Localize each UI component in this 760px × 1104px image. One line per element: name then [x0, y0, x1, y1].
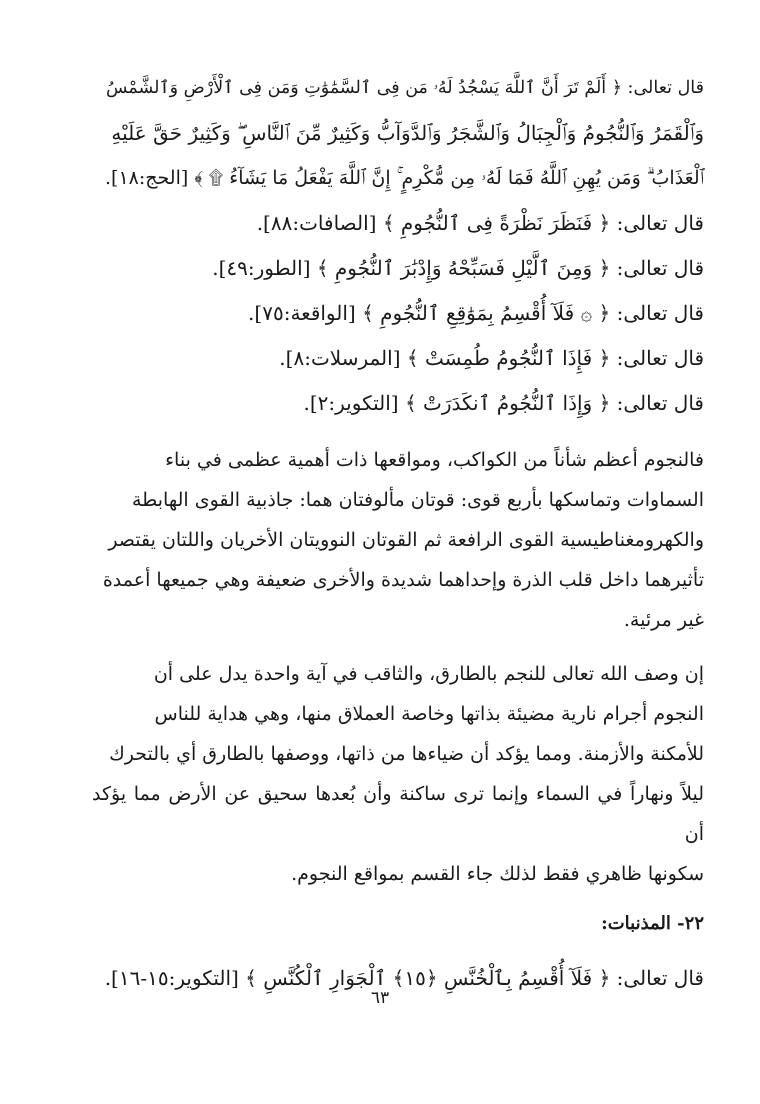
verse-khunnas: قال تعالى: ﴿ فَلَآ أُقْسِمُ بِٱلْخُنَّسِ ﴿١٥﴾ ٱلْجَوَارِ ٱلْكُنَّسِ ﴾ [التكوير:١٥-١٦]. [104, 966, 704, 990]
paragraph-line: إن وصف الله تعالى للنجم بالطارق، والثاقب في آية واحدة يدل على أن [153, 663, 704, 685]
verse-block-hajj [92, 66, 704, 201]
verse-line: قال تعالى: ﴿ أَلَمْ تَرَ أَنَّ ٱللَّهَ يَسْجُدُ لَهُۥ مَن فِى ٱلسَّمَٰوَٰتِ وَمَن فِى ٱلْأَرْضِ وَٱلشَّمْسُ [106, 78, 704, 98]
paragraph-line: سكونها ظاهري فقط لذلك جاء القسم بمواقع النجوم. [291, 863, 704, 885]
verse-mursalat: قال تعالى: ﴿ فَإِذَا ٱلنُّجُومُ طُمِسَتْ ﴾ [المرسلات:٨]. [279, 346, 704, 370]
verse-waqiah: قال تعالى: ﴿ ۞ فَلَآ أُقْسِمُ بِمَوَٰقِعِ ٱلنُّجُومِ ﴾ [الواقعة:٧٥]. [248, 301, 704, 325]
paragraph-line: للأمكنة والأزمنة. ومما يؤكد أن ضياءها من ذاتها، ووصفها بالطارق أي بالتحرك [109, 743, 704, 765]
paragraph-line: فالنجوم أعظم شأناً من الكواكب، ومواقعها ذات أهمية عظمى في بناء [165, 449, 704, 471]
paragraph-tariq [92, 654, 704, 894]
paragraph-line: تأثيرهما داخل قلب الذرة وإحداهما شديدة والأخرى ضعيفة وهي جميعها أعمدة [102, 569, 704, 591]
paragraph-line: غير مرئية. [623, 609, 704, 631]
paragraph-line: والكهرومغناطيسية القوى الرافعة ثم القوتان النوويتان الأخريان واللتان يقتصر [108, 529, 704, 551]
paragraph-line: السماوات وتماسكها بأربع قوى: قوتان مألوفتان هما: جاذبية القوى الهابطة [131, 489, 704, 511]
page-body [92, 66, 704, 1001]
section-heading: ٢٢- المذنبات: [601, 913, 704, 934]
verse-saffat: قال تعالى: ﴿ فَنَظَرَ نَظْرَةً فِى ٱلنُّجُومِ ﴾ [الصافات:٨٨]. [256, 211, 704, 235]
page-number: ٦٣ [370, 988, 390, 1008]
verse-line: ٱلْعَذَابُ ۗ وَمَن يُهِنِ ٱللَّهُ فَمَا لَهُۥ مِن مُّكْرِمٍ ۚ إِنَّ ٱللَّهَ يَفْعَلُ مَا يَشَآءُ ۩ ﴾ [الحج:١٨]. [105, 167, 704, 189]
paragraph-line: النجوم أجرام نارية مضيئة بذاتها وخاصة العملاق منها، وهي هداية للناس [154, 703, 704, 725]
paragraph-stars [92, 440, 704, 640]
verse-takwir: قال تعالى: ﴿ وَإِذَا ٱلنُّجُومُ ٱنكَدَرَتْ ﴾ [التكوير:٢]. [303, 391, 704, 415]
paragraph-line: ليلاً ونهاراً في السماء وإنما ترى ساكنة وأن بُعدها سحيق عن الأرض مما يؤكد أن [92, 783, 704, 845]
verse-tur: قال تعالى: ﴿ وَمِنَ ٱلَّيْلِ فَسَبِّحْهُ وَإِدْبَٰرَ ٱلنُّجُومِ ﴾ [الطور:٤٩]. [212, 256, 704, 280]
verse-line: وَٱلْقَمَرُ وَٱلنُّجُومُ وَٱلْجِبَالُ وَٱلشَّجَرُ وَٱلدَّوَآبُّ وَكَثِيرٌ مِّنَ ٱلنَّاسِ ۖ وَكَثِيرٌ حَقَّ عَلَيْهِ [111, 121, 704, 145]
